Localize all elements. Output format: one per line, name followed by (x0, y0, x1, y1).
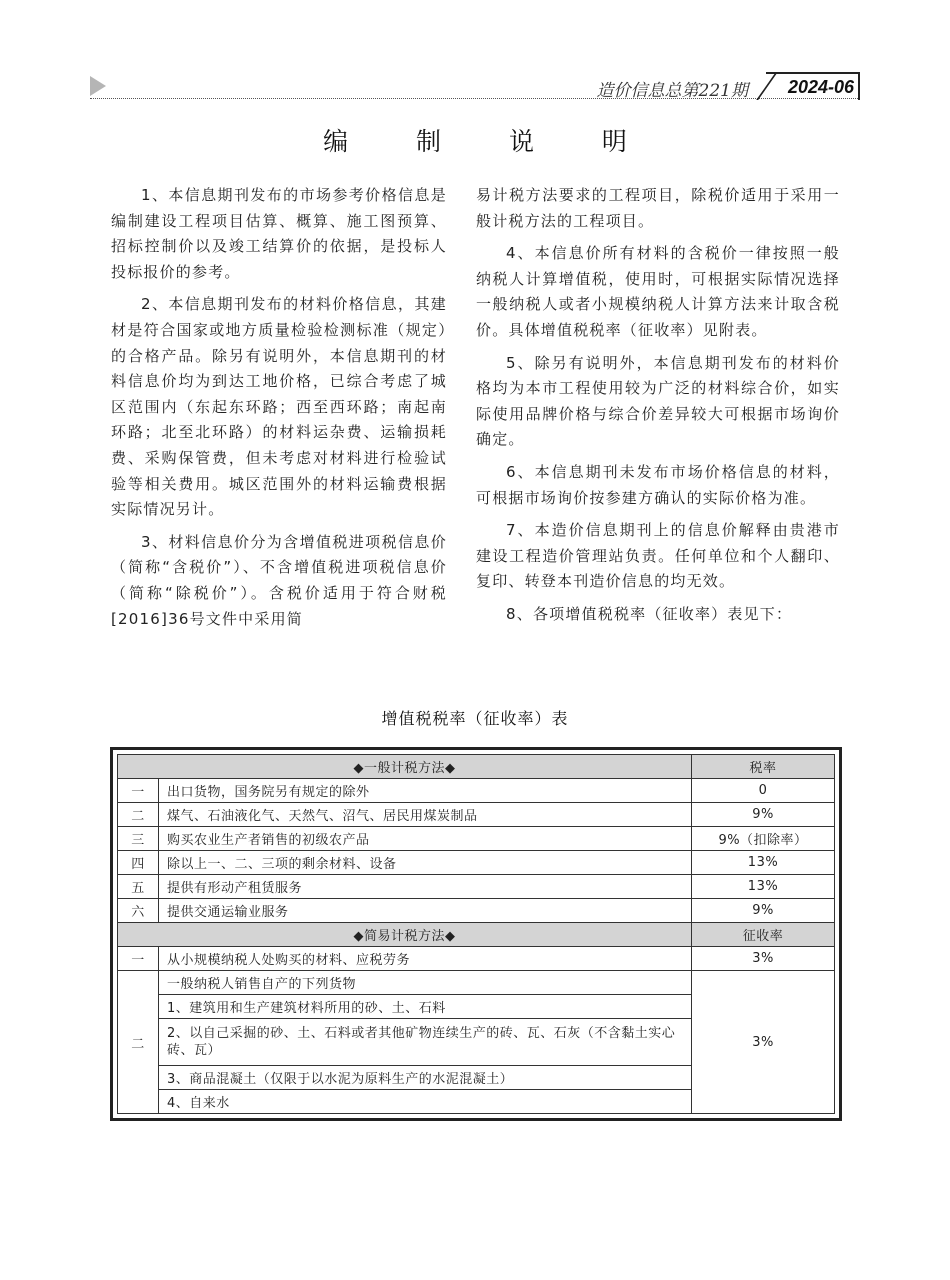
row-rate: 9%（扣除率） (692, 827, 835, 851)
paragraph-3-part-1: 3、材料信息价分为含增值税进项税信息价（简称“含税价”）、不含增值税进项税信息价（简称“除税价”）。含税价适用于符合财税[2016]36号文件中采用简 (111, 532, 447, 628)
triangle-marker-icon (90, 76, 106, 96)
paragraph-5: 5、除另有说明外，本信息期刊发布的材料价格均为本市工程使用较为广泛的材料综合价，如实际使用品牌价格与综合价差异较大可根据市场询价确定。 (476, 353, 840, 449)
row-number: 二 (118, 803, 159, 827)
row-number: 四 (118, 851, 159, 875)
row-rate: 3% (692, 971, 835, 1114)
page-title: 编 制 说 明 (323, 127, 657, 156)
paragraph-2: 2、本信息期刊发布的材料价格信息，其建材是符合国家或地方质量检验检测标准（规定）的合格产品。除另有说明外，本信息期刊的材料信息价均为到达工地价格，已综合考虑了城区范围内（东起东环路；西至西环路；南起南环路；北至北环路）的材料运杂费、运输损耗费、采购保管费，但未考虑对材料进行检验试验等相关费用。城区范围外的材料运输费根据实际情况另计。 (111, 295, 447, 519)
tax-rate-table (117, 754, 835, 1114)
row-number: 五 (118, 875, 159, 899)
table-section-header (118, 755, 835, 779)
row-rate: 3% (692, 947, 835, 971)
table-row (118, 803, 835, 827)
table-caption: 增值税税率（征收率）表 (381, 709, 569, 728)
row-item: 从小规模纳税人处购买的材料、应税劳务 (159, 947, 692, 971)
paragraph-1: 1、本信息期刊发布的市场参考价格信息是编制建设工程项目估算、概算、施工图预算、招标控制价以及竣工结算价的依据，是投标人投标报价的参考。 (111, 186, 447, 281)
left-column (111, 183, 447, 639)
row-number: 二 (118, 971, 159, 1114)
row-item: 提供交通运输业服务 (159, 899, 692, 923)
row-number: 一 (118, 779, 159, 803)
table-row (118, 899, 835, 923)
table-row (118, 827, 835, 851)
table-row (118, 971, 835, 995)
table-row (118, 875, 835, 899)
table-row (118, 947, 835, 971)
row-item: 出口货物，国务院另有规定的除外 (159, 779, 692, 803)
row-rate: 0 (692, 779, 835, 803)
simple-method-header: ◆简易计税方法◆ (118, 923, 692, 947)
row-item: 除以上一、二、三项的剩余材料、设备 (159, 851, 692, 875)
row-item: 提供有形动产租赁服务 (159, 875, 692, 899)
row-rate: 13% (692, 875, 835, 899)
paragraph-7: 7、本造价信息期刊上的信息价解释由贵港市建设工程造价管理站负责。任何单位和个人翻印、复印、转登本刊造价信息的均无效。 (476, 521, 840, 591)
tax-rate-header: 税率 (692, 755, 835, 779)
row-subitem: 3、商品混凝土（仅限于以水泥为原料生产的水泥混凝土） (159, 1066, 692, 1090)
row-number: 一 (118, 947, 159, 971)
table-row (118, 851, 835, 875)
publication-name: 造价信息总第221期 (596, 81, 748, 101)
paragraph-3-part-2: 易计税方法要求的工程项目，除税价适用于采用一般计税方法的工程项目。 (476, 186, 840, 230)
row-rate: 13% (692, 851, 835, 875)
row-item-intro: 一般纳税人销售自产的下列货物 (159, 971, 692, 995)
row-subitem: 1、建筑用和生产建筑材料所用的砂、土、石料 (159, 995, 692, 1019)
row-rate: 9% (692, 803, 835, 827)
row-rate: 9% (692, 899, 835, 923)
right-column (476, 183, 840, 635)
paragraph-8: 8、各项增值税税率（征收率）表见下： (506, 604, 793, 623)
row-subitem: 2、以自己采掘的砂、土、石料或者其他矿物连续生产的砖、瓦、石灰（不含黏土实心砖、瓦） (159, 1019, 692, 1066)
row-subitem: 4、自来水 (159, 1090, 692, 1114)
running-header (90, 72, 860, 100)
general-method-header: ◆一般计税方法◆ (118, 755, 692, 779)
row-item: 购买农业生产者销售的初级农产品 (159, 827, 692, 851)
table-section-header (118, 923, 835, 947)
tax-rate-table-frame (110, 747, 842, 1121)
paragraph-6: 6、本信息期刊未发布市场价格信息的材料，可根据市场询价按参建方确认的实际价格为准。 (476, 462, 840, 507)
paragraph-4: 4、本信息价所有材料的含税价一律按照一般纳税人计算增值税，使用时，可根据实际情况选择一般纳税人或者小规模纳税人计算方法来计取含税价。具体增值税税率（征收率）见附表。 (476, 244, 840, 339)
row-number: 六 (118, 899, 159, 923)
table-row (118, 779, 835, 803)
issue-number: 2024-06 (766, 72, 860, 100)
row-item: 煤气、石油液化气、天然气、沼气、居民用煤炭制品 (159, 803, 692, 827)
collection-rate-header: 征收率 (692, 923, 835, 947)
row-number: 三 (118, 827, 159, 851)
